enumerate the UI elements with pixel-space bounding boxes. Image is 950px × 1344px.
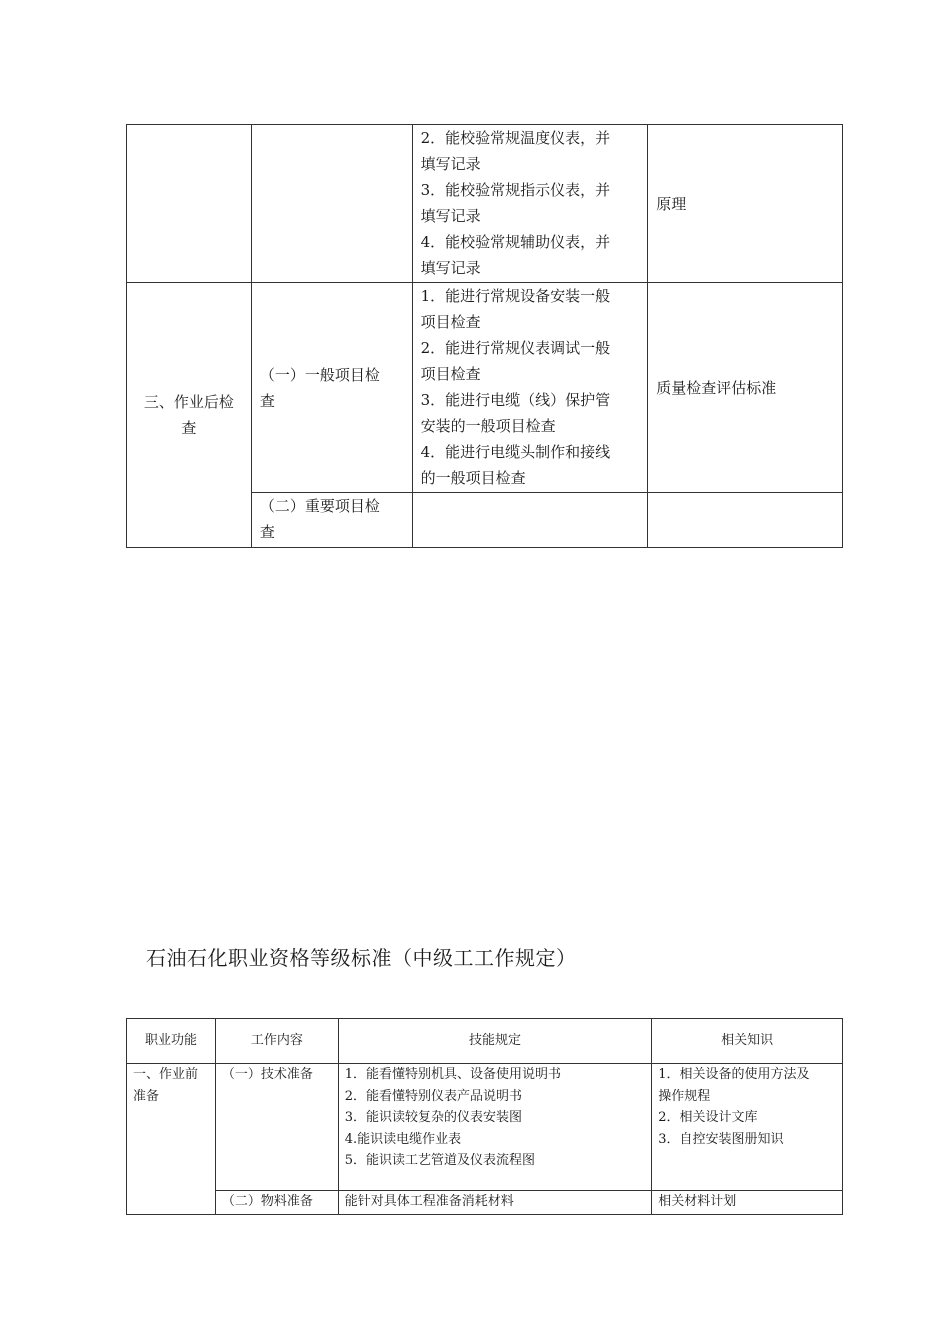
section-title: 石油石化职业资格等级标准（中级工工作规定） [146,946,577,970]
column-header: 相关知识 [652,1019,843,1064]
content-cell [251,125,412,283]
column-header: 技能规定 [338,1019,652,1064]
column-header: 工作内容 [215,1019,338,1064]
table-row [127,1064,843,1191]
knowledge-cell: 相关材料计划 [652,1191,843,1215]
skills-cell [412,493,648,548]
skills-cell: 1．能进行常规设备安装一般 项目检查 2．能进行常规仪表调试一般 项目检查 3．能进行电缆（线）保护管 安装的一般项目检查 4．能进行电缆头制作和接线 的一般项目检查 [412,283,648,493]
knowledge-cell: 质量检查评估标准 [648,283,843,493]
function-cell: 一、作业前 准备 [127,1064,216,1215]
knowledge-cell: 原理 [648,125,843,283]
table-header-row [127,1019,843,1064]
skills-table-intermediate [126,1018,843,1215]
column-header: 职业功能 [127,1019,216,1064]
table-row [127,125,843,283]
function-cell: 三、作业后检 查 [127,283,252,548]
content-cell: （二）重要项目检 查 [251,493,412,548]
knowledge-cell [648,493,843,548]
content-cell: （一）技术准备 [215,1064,338,1191]
skills-cell: 2．能校验常规温度仪表，并 填写记录 3．能校验常规指示仪表，并 填写记录 4．能校验常规辅助仪表，并 填写记录 [412,125,648,283]
content-cell: （二）物料准备 [215,1191,338,1215]
skills-cell: 能针对具体工程准备消耗材料 [338,1191,652,1215]
knowledge-cell: 1．相关设备的使用方法及 操作规程 2．相关设计文库 3．自控安装图册知识 [652,1064,843,1191]
table-row [127,283,843,493]
skills-cell: 1．能看懂特别机具、设备使用说明书 2．能看懂特别仪表产品说明书 3．能识读较复杂的仪表安装图 4.能识读电缆作业表 5．能识读工艺管道及仪表流程图 [338,1064,652,1191]
content-cell: （一）一般项目检 查 [251,283,412,493]
function-cell [127,125,252,283]
table-row [127,1191,843,1215]
skills-table-continued [126,124,843,548]
